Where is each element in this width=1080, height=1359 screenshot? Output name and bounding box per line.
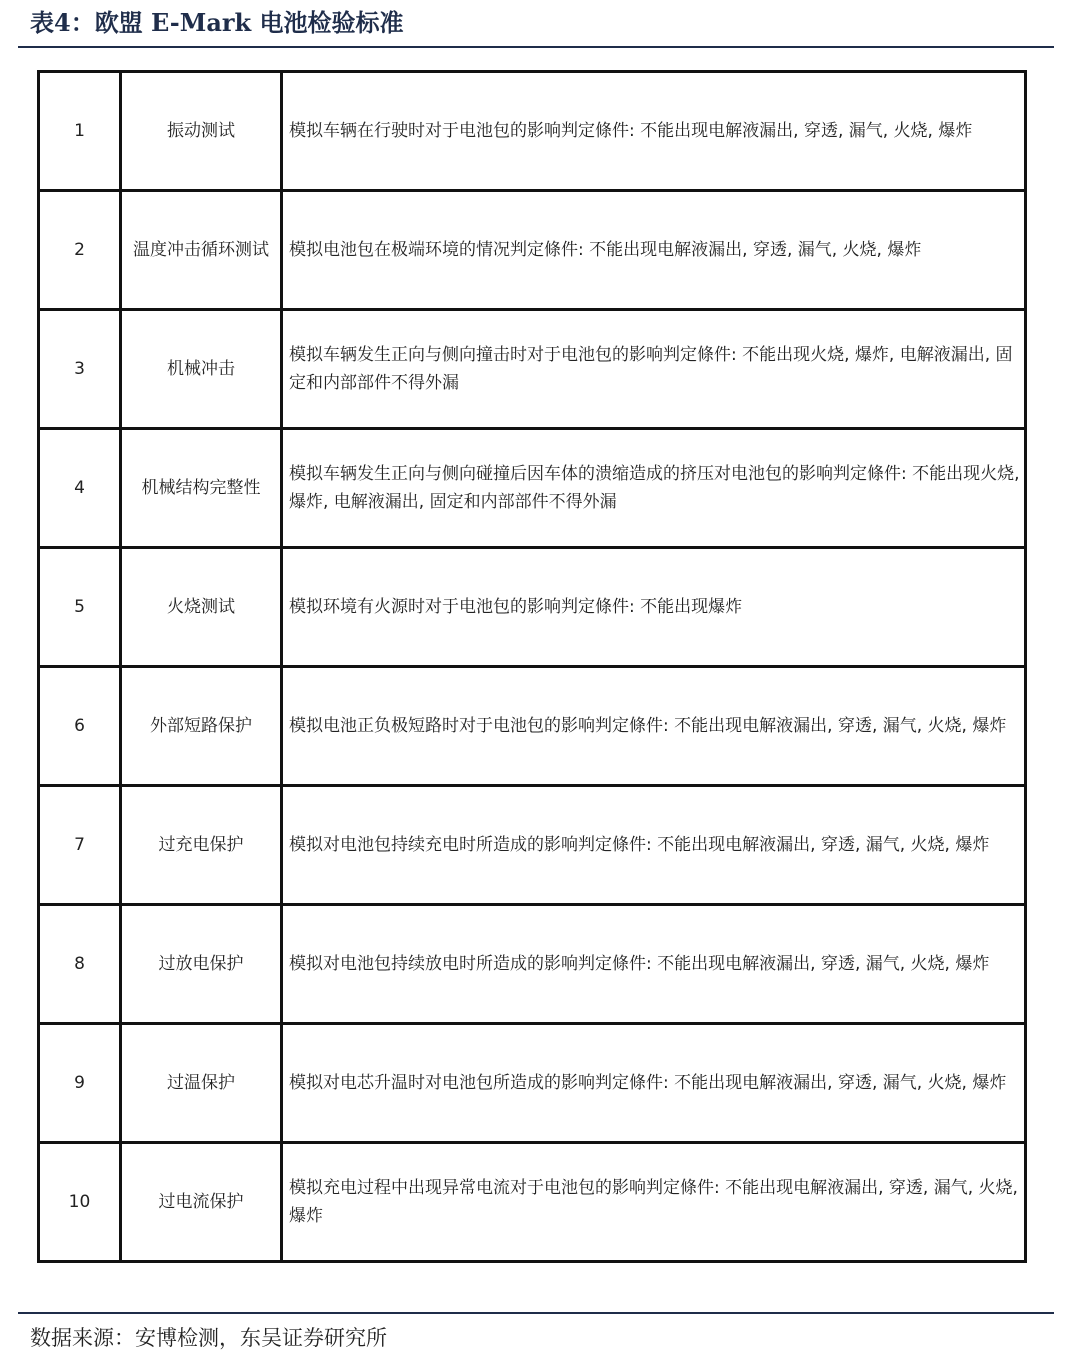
table-row — [39, 905, 1026, 1024]
row-number: 9 — [39, 1024, 121, 1143]
table-title: 表4：欧盟 E-Mark 电池检验标准 — [30, 8, 404, 37]
row-number: 6 — [39, 667, 121, 786]
table-row — [39, 786, 1026, 905]
row-number: 8 — [39, 905, 121, 1024]
test-name: 过电流保护 — [121, 1143, 282, 1262]
test-name: 振动测试 — [121, 72, 282, 191]
row-number: 2 — [39, 191, 121, 310]
test-name: 外部短路保护 — [121, 667, 282, 786]
table-row — [39, 1024, 1026, 1143]
row-number: 5 — [39, 548, 121, 667]
table-row — [39, 72, 1026, 191]
test-description: 模拟车辆发生正向与侧向撞击时对于电池包的影响判定條件: 不能出现火烧, 爆炸, 电解液漏出, 固定和内部部件不得外漏 — [282, 310, 1026, 429]
row-number: 3 — [39, 310, 121, 429]
table-row — [39, 548, 1026, 667]
test-name: 温度冲击循环测试 — [121, 191, 282, 310]
table-row — [39, 667, 1026, 786]
source-note: 数据来源：安博检测，东吴证券研究所 — [30, 1326, 387, 1350]
table-row — [39, 310, 1026, 429]
test-description: 模拟对电池包持续放电时所造成的影响判定條件: 不能出现电解液漏出, 穿透, 漏气, 火烧, 爆炸 — [282, 905, 1026, 1024]
bottom-divider — [18, 1312, 1054, 1314]
test-description: 模拟对电池包持续充电时所造成的影响判定條件: 不能出现电解液漏出, 穿透, 漏气, 火烧, 爆炸 — [282, 786, 1026, 905]
row-number: 4 — [39, 429, 121, 548]
row-number: 10 — [39, 1143, 121, 1262]
test-description: 模拟对电芯升温时对电池包所造成的影响判定條件: 不能出现电解液漏出, 穿透, 漏气, 火烧, 爆炸 — [282, 1024, 1026, 1143]
table-row — [39, 1143, 1026, 1262]
test-name: 过放电保护 — [121, 905, 282, 1024]
test-description: 模拟车辆在行驶时对于电池包的影响判定條件: 不能出现电解液漏出, 穿透, 漏气, 火烧, 爆炸 — [282, 72, 1026, 191]
row-number: 7 — [39, 786, 121, 905]
test-description: 模拟车辆发生正向与侧向碰撞后因车体的溃缩造成的挤压对电池包的影响判定條件: 不能出现火烧, 爆炸, 电解液漏出, 固定和内部部件不得外漏 — [282, 429, 1026, 548]
test-description: 模拟电池包在极端环境的情况判定條件: 不能出现电解液漏出, 穿透, 漏气, 火烧, 爆炸 — [282, 191, 1026, 310]
test-description: 模拟电池正负极短路时对于电池包的影响判定條件: 不能出现电解液漏出, 穿透, 漏气, 火烧, 爆炸 — [282, 667, 1026, 786]
test-name: 过温保护 — [121, 1024, 282, 1143]
test-name: 机械结构完整性 — [121, 429, 282, 548]
table-row — [39, 429, 1026, 548]
standards-table — [37, 70, 1027, 1263]
test-name: 火烧测试 — [121, 548, 282, 667]
test-description: 模拟环境有火源时对于电池包的影响判定條件: 不能出现爆炸 — [282, 548, 1026, 667]
test-name: 过充电保护 — [121, 786, 282, 905]
test-name: 机械冲击 — [121, 310, 282, 429]
row-number: 1 — [39, 72, 121, 191]
table-row — [39, 191, 1026, 310]
test-description: 模拟充电过程中出现异常电流对于电池包的影响判定條件: 不能出现电解液漏出, 穿透, 漏气, 火烧, 爆炸 — [282, 1143, 1026, 1262]
top-divider — [18, 46, 1054, 48]
